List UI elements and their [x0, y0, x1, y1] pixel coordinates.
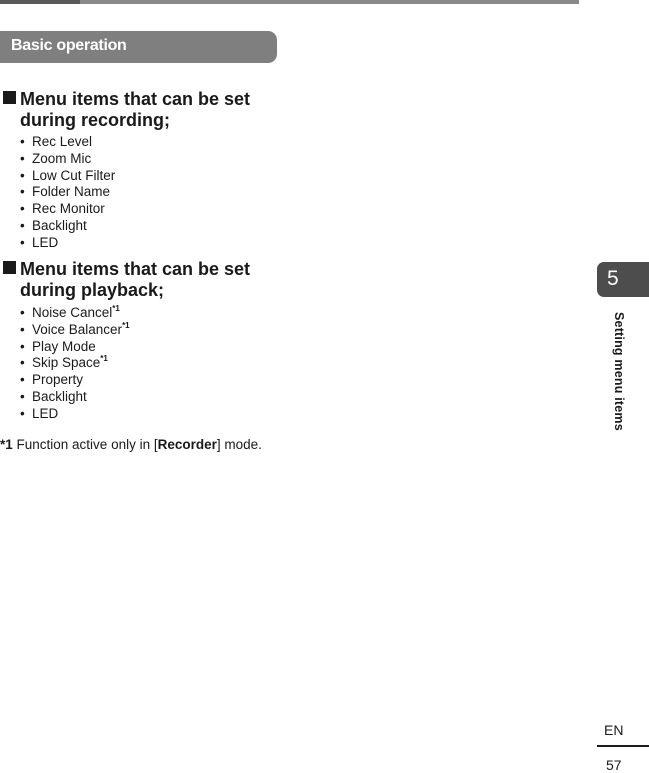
- recording-items-list: [20, 134, 115, 252]
- section-title: Basic operation: [11, 37, 127, 54]
- section-header-bar: [0, 31, 277, 63]
- footnote: [0, 437, 262, 452]
- list-item: • Zoom Mic: [20, 151, 115, 168]
- list-item: [20, 322, 130, 339]
- playback-heading-text: Menu items that can be set during playback;: [20, 259, 251, 300]
- recording-heading-text: Menu items that can be set during recording;: [20, 89, 251, 130]
- item-label: Backlight: [32, 388, 87, 404]
- footnote-text-after: ] mode.: [216, 437, 262, 452]
- top-rule: [0, 0, 579, 4]
- square-bullet-icon: [3, 261, 16, 274]
- language-label: EN: [604, 722, 624, 738]
- square-bullet-icon: [3, 91, 16, 104]
- page-number: 57: [606, 757, 622, 773]
- footnote-marker: *1: [0, 437, 13, 452]
- item-label: Noise Cancel: [32, 305, 113, 320]
- item-label: Play Mode: [32, 338, 96, 354]
- footnote-text-before: Function active only in [: [12, 437, 158, 452]
- playback-heading: [3, 259, 273, 301]
- list-item: • Rec Level: [20, 134, 115, 151]
- list-item: • Low Cut Filter: [20, 168, 115, 185]
- list-item: [20, 339, 130, 356]
- chapter-number: 5: [607, 267, 619, 290]
- list-item: [20, 305, 130, 322]
- list-item: [20, 372, 130, 389]
- item-label: LED: [32, 405, 59, 421]
- footnote-ref: *1: [112, 304, 120, 313]
- list-item: [20, 389, 130, 406]
- recording-heading: [3, 89, 273, 131]
- chapter-title: Setting menu items: [612, 312, 626, 431]
- page-number-divider: [597, 745, 649, 747]
- list-item: [20, 355, 130, 372]
- item-label: Voice Balancer: [32, 321, 123, 337]
- list-item: • Folder Name: [20, 184, 115, 201]
- footnote-ref: *1: [100, 354, 108, 364]
- footnote-mode: Recorder: [157, 437, 217, 452]
- item-label: Skip Space: [32, 355, 101, 371]
- list-item: • Rec Monitor: [20, 201, 115, 218]
- list-item: • LED: [20, 235, 115, 252]
- list-item: • Backlight: [20, 218, 115, 235]
- footnote-ref: *1: [122, 320, 130, 330]
- chapter-tab: [597, 262, 649, 297]
- playback-items-list: [20, 305, 130, 423]
- item-label: Property: [32, 372, 84, 388]
- list-item: [20, 406, 130, 423]
